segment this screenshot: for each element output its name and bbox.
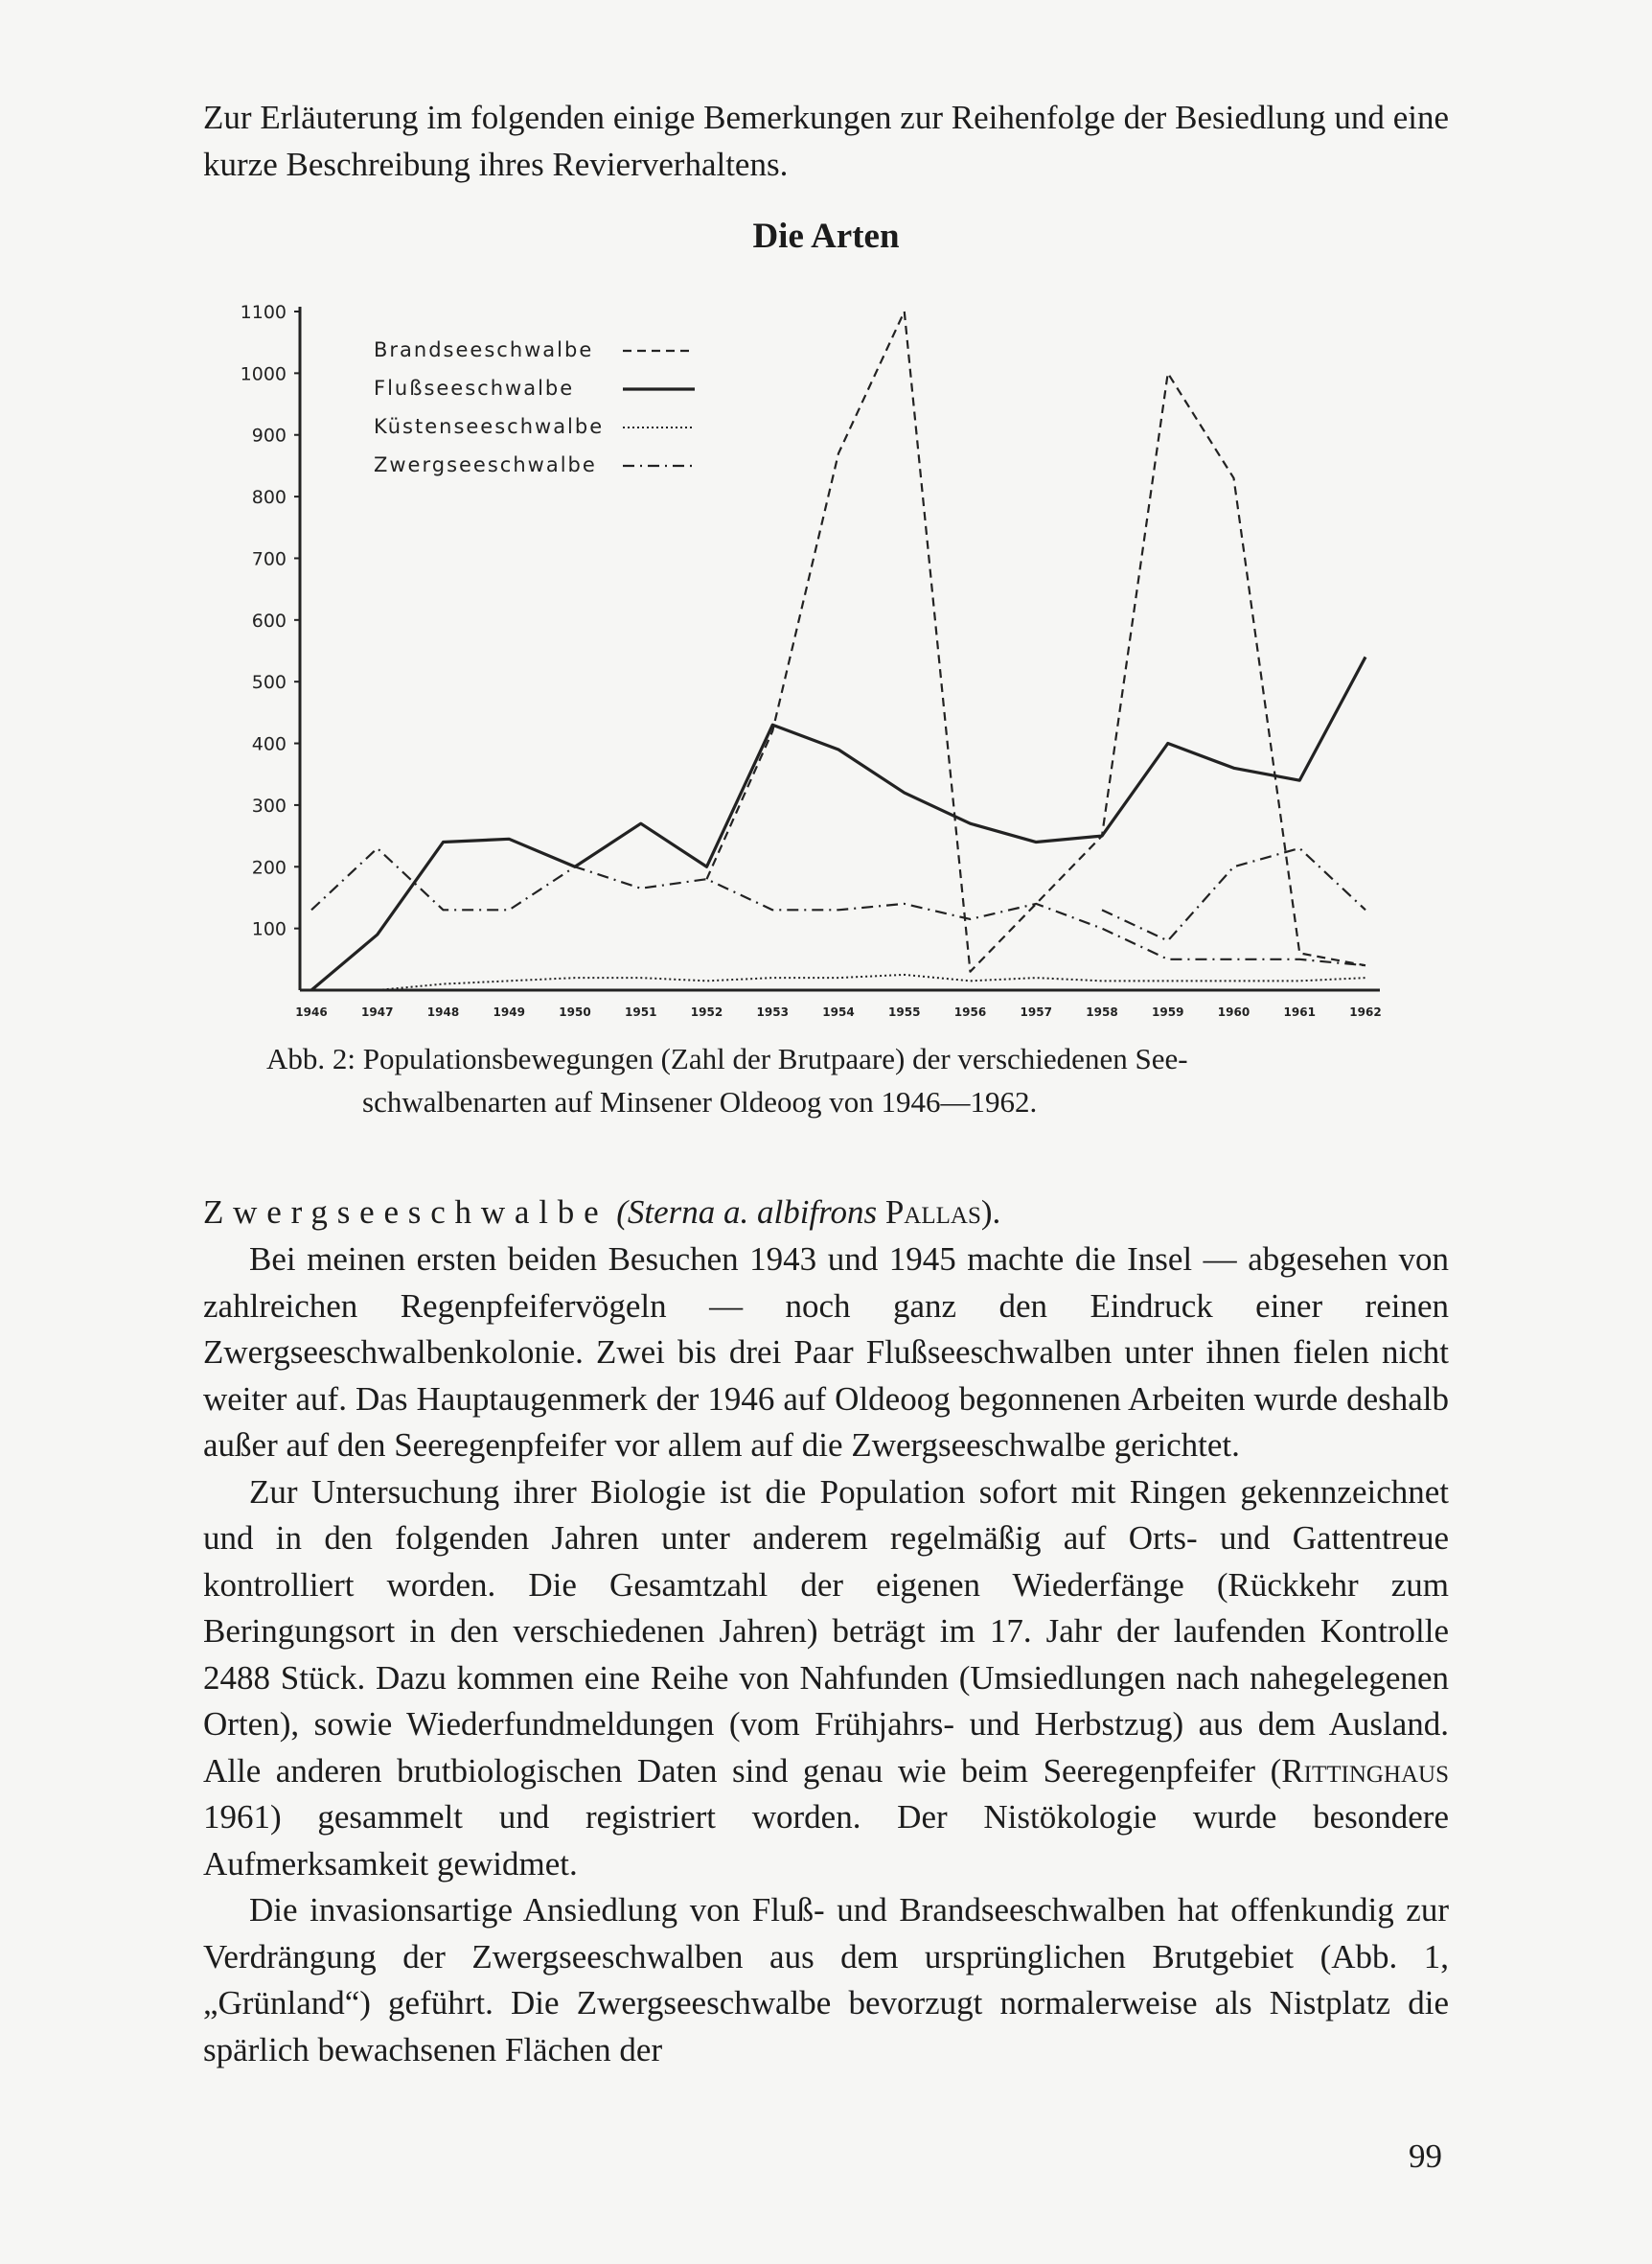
legend-label: Brandseeschwalbe [374,338,594,361]
x-tick-label: 1961 [1283,1005,1316,1019]
y-tick-label: 100 [251,918,287,940]
species-name: Zwergseeschwalbe [203,1193,608,1231]
y-tick-label: 400 [251,733,287,755]
series-flußseeschwalbe [311,657,1365,990]
x-ticks [295,1005,1381,1019]
y-tick-label: 500 [251,672,287,694]
y-tick-label: 200 [251,857,287,879]
x-tick-label: 1947 [361,1005,394,1019]
chart-legend [374,338,695,476]
species-heading [203,1189,1449,1236]
x-tick-label: 1962 [1349,1005,1382,1019]
x-tick-label: 1946 [295,1005,328,1019]
page-number: 99 [1409,2137,1442,2175]
y-tick-label: 1000 [240,363,287,385]
y-tick-label: 300 [251,795,287,817]
chart-axes [300,307,1380,990]
caption-line-1: Abb. 2: Populationsbewegungen (Zahl der Brutpaare) der verschiedenen See- [266,1042,1188,1075]
y-tick-label: 1100 [240,302,287,323]
y-tick-label: 700 [251,548,287,570]
series-brandseeschwalbe [707,312,1366,972]
y-tick-label: 800 [251,487,287,509]
species-author: Pallas [884,1193,981,1231]
x-tick-label: 1960 [1217,1005,1250,1019]
paragraph-2-author: Rittinghaus [1281,1751,1449,1790]
paragraph-2 [203,1469,1449,1888]
species-latin: (Sterna a. albifrons [616,1193,878,1231]
figure-caption [266,1037,1397,1123]
y-tick-label: 600 [251,610,287,632]
paragraph-3: Die invasionsartige Ansiedlung von Fluß- und Brandseeschwalben hat offenkundig zur Verdrängung der Zwergseeschwalben aus dem ursprünglichen Brutgebiet (Abb. 1, „Grünland“) geführt. Die Zwergseeschwalbe bevorzugt normalerweise als Nistplatz die spärlich bewachsenen Flächen der [203,1891,1449,2068]
series-lines [311,312,1365,990]
paragraph-2-after: 1961) gesammelt und registriert worden. Der Nistökologie wurde besondere Aufmerksamkeit gewidmet. [203,1798,1449,1883]
x-tick-label: 1956 [953,1005,987,1019]
body-text [203,1236,1449,2073]
x-tick-label: 1957 [1020,1005,1052,1019]
x-tick-label: 1948 [426,1005,460,1019]
legend-label: Küstenseeschwalbe [374,415,605,438]
series-küstenseeschwalbe [378,975,1365,990]
x-tick-label: 1959 [1152,1005,1184,1019]
section-heading: Die Arten [752,217,900,256]
x-tick-label: 1958 [1086,1005,1118,1019]
species-close: ). [980,1193,1001,1231]
paragraph-2-before: Zur Untersuchung ihrer Biologie ist die Population sofort mit Ringen gekennzeichnet und in den folgenden Jahren unter anderem regelmäßig auf Orts- und Gattentreue kontrolliert worden. Die Gesamtzahl der eigenen Wiederfänge (Rückkehr zum Beringungsort in den verschiedenen Jahren) beträgt im 17. Jahr der laufenden Kontrolle 2488 Stück. Dazu kommen eine Reihe von Nahfunden (Umsiedlungen nach nahegelegenen Orten), sowie Wiederfundmeldungen (vom Frühjahrs- und Herbstzug) aus dem Ausland. Alle anderen brutbiologischen Daten sind genau wie beim Seeregenpfeifer ( [203,1472,1449,1790]
y-tick-label: 900 [251,425,287,447]
x-tick-label: 1951 [625,1005,657,1019]
x-tick-label: 1953 [756,1005,789,1019]
legend-label: Zwergseeschwalbe [374,453,597,476]
x-tick-label: 1955 [888,1005,921,1019]
paragraph-1: Bei meinen ersten beiden Besuchen 1943 und 1945 machte die Insel — abgesehen von zahlreichen Regenpfeifervögeln — noch ganz den Eindruck einer reinen Zwergseeschwalbenkolonie. Zwei bis drei Paar Flußseeschwalben unter ihnen fielen nicht weiter auf. Das Hauptaugenmerk der 1946 auf Oldeoog begonnenen Arbeiten wurde deshalb außer auf den Seeregenpfeifer vor allem auf die Zwergseeschwalbe gerichtet. [203,1240,1449,1464]
x-tick-label: 1952 [690,1005,723,1019]
population-chart [230,288,1418,1026]
legend-label: Flußseeschwalbe [374,377,575,400]
intro-paragraph: Zur Erläuterung im folgenden einige Bemerkungen zur Reihenfolge der Besiedlung und eine kurze Beschreibung ihres Revierverhaltens. [203,99,1449,183]
x-tick-label: 1950 [559,1005,591,1019]
y-ticks [241,302,300,940]
series-zwergseeschwalbe [311,848,1365,965]
x-tick-label: 1949 [493,1005,525,1019]
x-tick-label: 1954 [822,1005,855,1019]
caption-line-2: schwalbenarten auf Minsener Oldeoog von 1946—1962. [362,1085,1038,1119]
series-segment-zwergseeschwalbe [1102,848,1365,941]
